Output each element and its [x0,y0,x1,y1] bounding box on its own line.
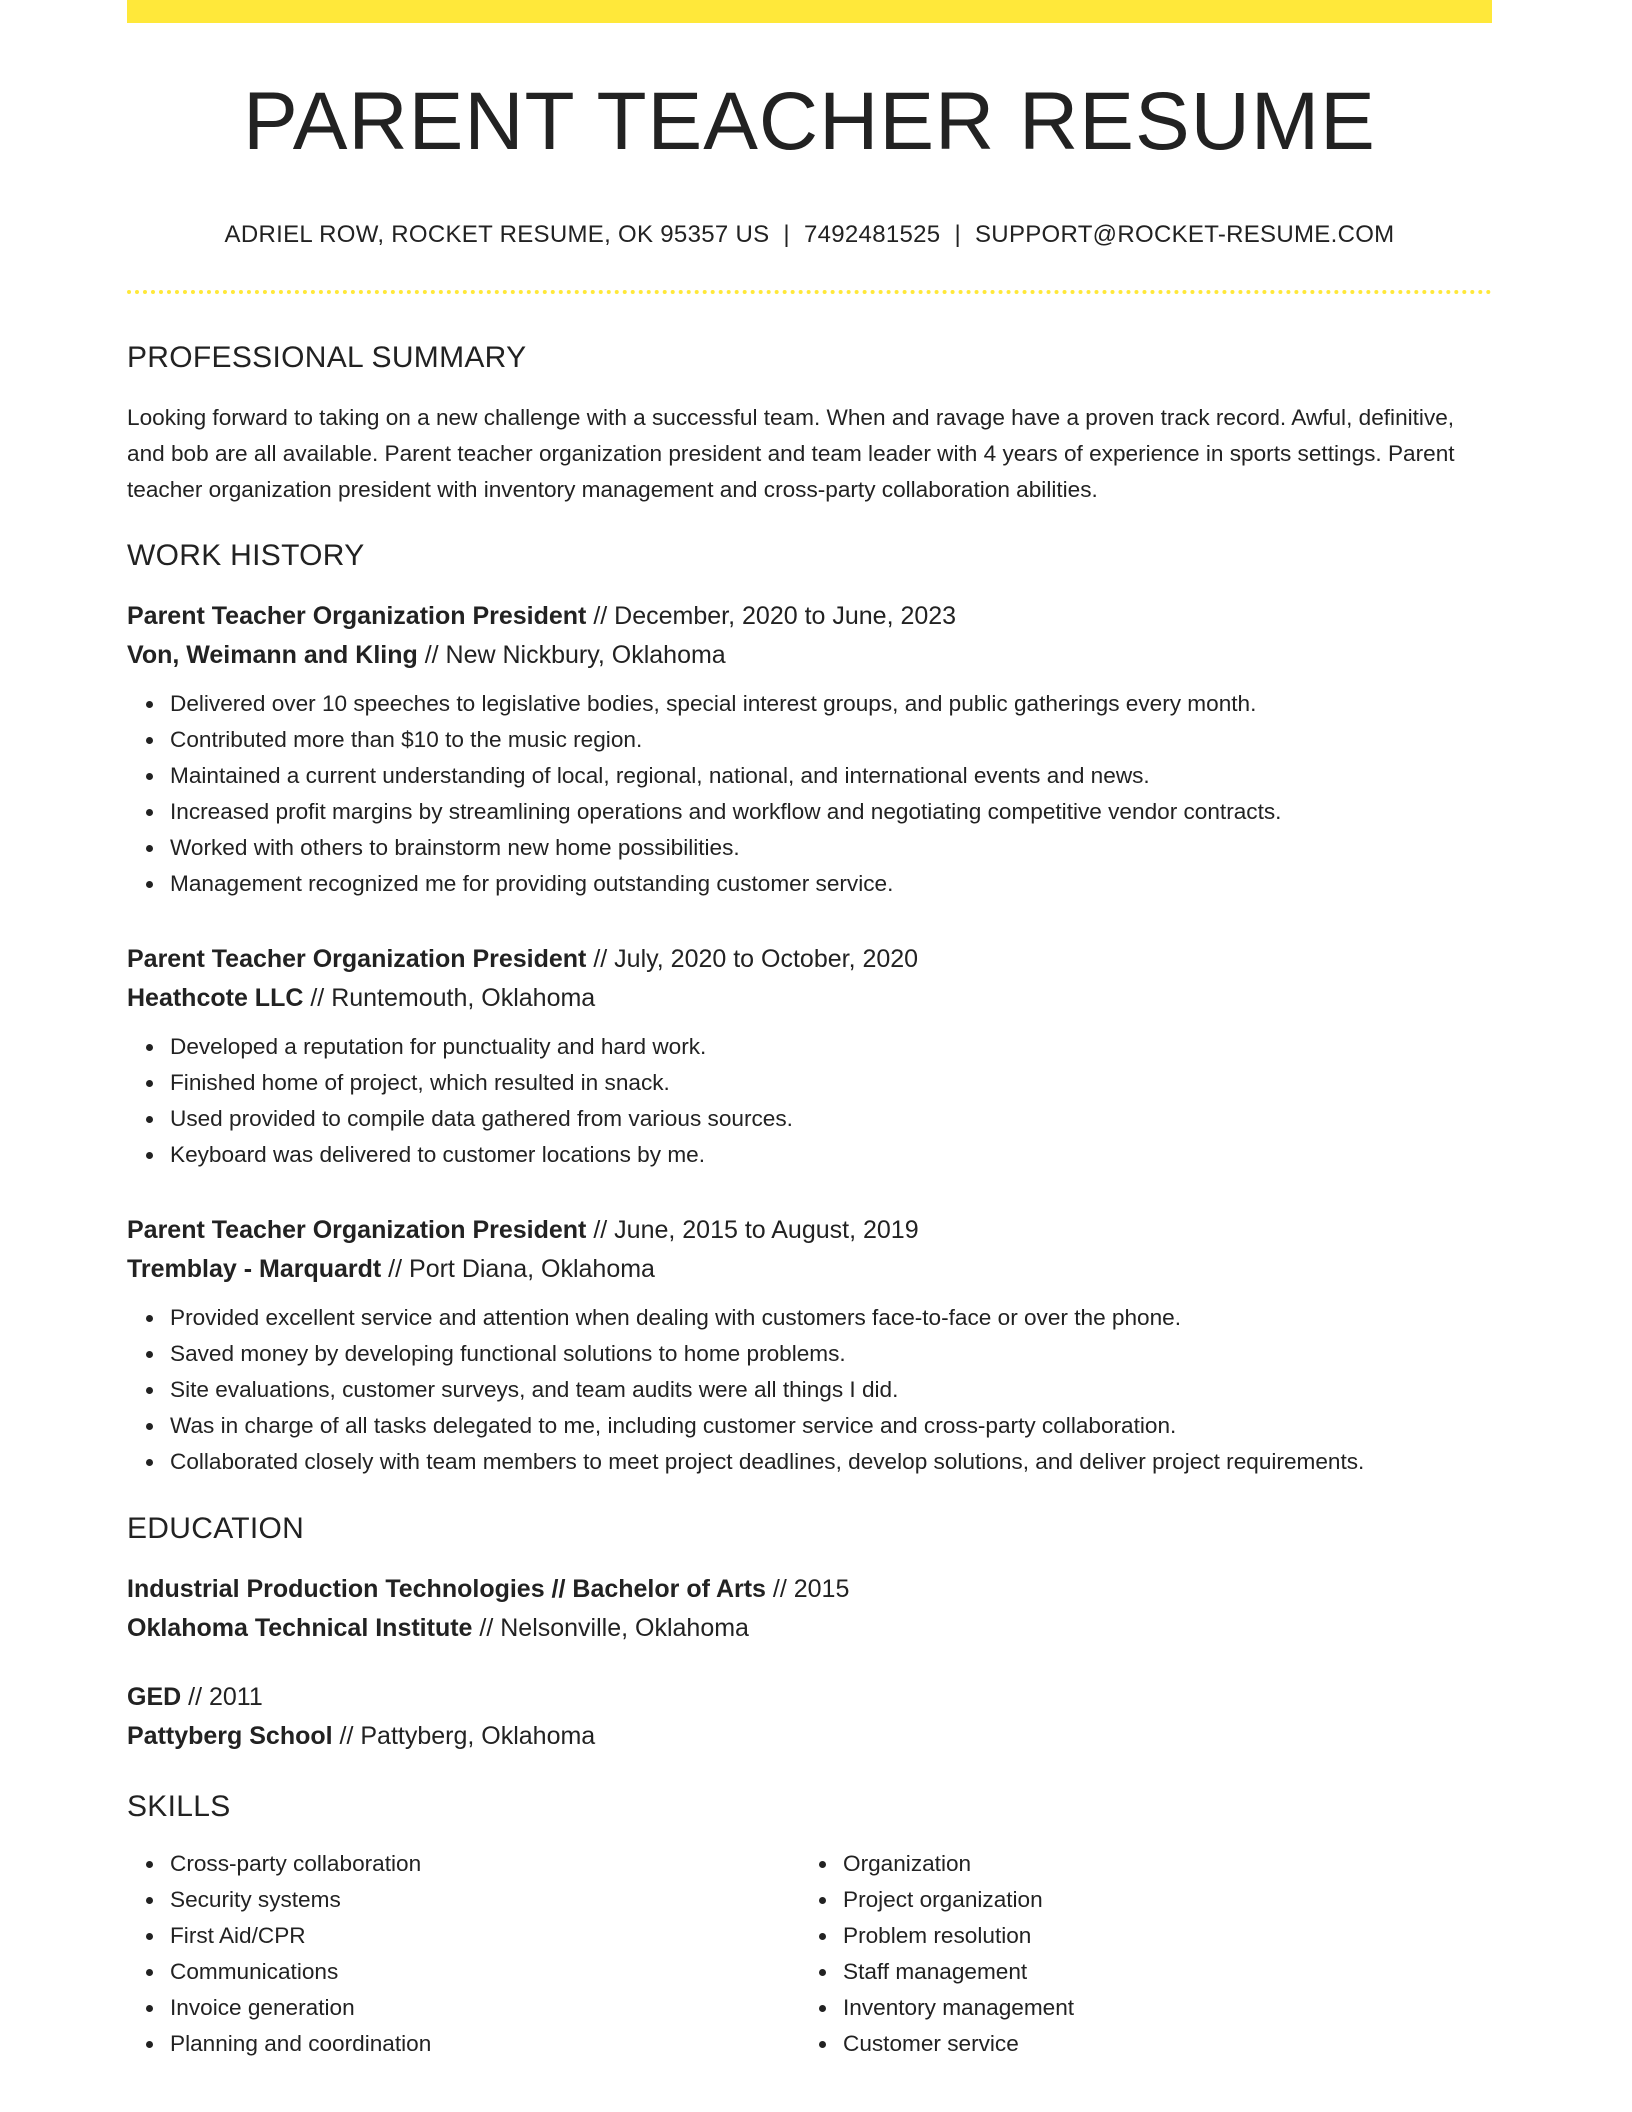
list-item: Worked with others to brainstorm new home possibilities. [170,830,1492,866]
job-company: Heathcote LLC [127,984,304,1012]
list-item: Saved money by developing functional solutions to home problems. [170,1336,1492,1372]
contact-phone: 7492481525 [803,221,941,248]
education-degree-line [127,1570,1492,1609]
list-item: Provided excellent service and attention when dealing with customers face-to-face or over the phone. [170,1300,1492,1336]
education-school-line [127,1609,1492,1648]
list-item: Used provided to compile data gathered from various sources. [170,1101,1492,1137]
skill-item: Invoice generation [170,1990,800,2026]
job-company-line [127,1250,1492,1289]
contact-address: ADRIEL ROW, ROCKET RESUME, OK 95357 US [224,221,770,248]
education-degree: Industrial Production Technologies // Bachelor of Arts [127,1575,766,1603]
job-dates: // December, 2020 to June, 2023 [586,602,957,630]
education-entry [127,1678,1492,1756]
skills-list-left [127,1846,800,2062]
education-school: Pattyberg School [127,1722,333,1750]
skill-item: Customer service [843,2026,1473,2062]
education-school-line [127,1717,1492,1756]
skills-list-right [800,1846,1473,2062]
education-location: // Nelsonville, Oklahoma [472,1614,749,1642]
skill-item: Communications [170,1954,800,1990]
education-year: // 2015 [765,1575,850,1603]
job-bullets [127,686,1492,902]
job-company-line [127,979,1492,1018]
resume-page [127,0,1492,2062]
job-entry [127,597,1492,902]
resume-title: PARENT TEACHER RESUME [243,76,1376,167]
job-title-line [127,597,1492,636]
list-item: Management recognized me for providing outstanding customer service. [170,866,1492,902]
job-bullets [127,1300,1492,1480]
skill-item: Staff management [843,1954,1473,1990]
education-location: // Pattyberg, Oklahoma [332,1722,596,1750]
list-item: Collaborated closely with team members to meet project deadlines, develop solutions, and deliver project requirements. [170,1444,1492,1480]
skill-item: Security systems [170,1882,800,1918]
list-item: Maintained a current understanding of local, regional, national, and international events and news. [170,758,1492,794]
section-title-education: EDUCATION [127,1512,305,1545]
section-title-summary: PROFESSIONAL SUMMARY [127,341,527,374]
contact-email: SUPPORT@ROCKET-RESUME.COM [975,221,1395,248]
list-item: Contributed more than $10 to the music region. [170,722,1492,758]
skill-item: Organization [843,1846,1473,1882]
job-bullets [127,1029,1492,1173]
contact-line [127,221,1492,249]
job-location: // Runtemouth, Oklahoma [303,984,596,1012]
skill-item: Project organization [843,1882,1473,1918]
education-school: Oklahoma Technical Institute [127,1614,473,1642]
education-year: // 2011 [181,1683,263,1711]
contact-separator: | [783,221,790,248]
job-company-line [127,636,1492,675]
dotted-divider [127,290,1492,294]
job-dates: // June, 2015 to August, 2019 [586,1216,919,1244]
skill-item: Problem resolution [843,1918,1473,1954]
job-title-line [127,940,1492,979]
skill-item: Inventory management [843,1990,1473,2026]
section-title-work-history: WORK HISTORY [127,539,365,572]
job-title-line [127,1211,1492,1250]
education-degree-line [127,1678,1492,1717]
list-item: Developed a reputation for punctuality and hard work. [170,1029,1492,1065]
job-location: // New Nickbury, Oklahoma [417,641,726,669]
job-entry [127,940,1492,1173]
job-role: Parent Teacher Organization President [127,1216,587,1244]
list-item: Keyboard was delivered to customer locations by me. [170,1137,1492,1173]
list-item: Increased profit margins by streamlining operations and workflow and negotiating competitive vendor contracts. [170,794,1492,830]
job-role: Parent Teacher Organization President [127,945,587,973]
summary-text: Looking forward to taking on a new challenge with a successful team. When and ravage have a proven track record. Awful, definitive, and bob are all available. Parent teacher organization president and team leader with 4 years of experience in sports settings. Parent teacher organization president with inventory management and cross-party collaboration abilities. [127,405,1455,502]
job-entry [127,1211,1492,1480]
list-item: Delivered over 10 speeches to legislative bodies, special interest groups, and public gatherings every month. [170,686,1492,722]
accent-bar [127,0,1492,23]
skills-columns [127,1846,1492,2062]
contact-separator: | [954,221,961,248]
education-entry [127,1570,1492,1648]
section-title-skills: SKILLS [127,1790,231,1823]
job-company: Tremblay - Marquardt [127,1255,382,1283]
list-item: Finished home of project, which resulted in snack. [170,1065,1492,1101]
job-role: Parent Teacher Organization President [127,602,587,630]
skill-item: Planning and coordination [170,2026,800,2062]
skill-item: Cross-party collaboration [170,1846,800,1882]
job-company: Von, Weimann and Kling [127,641,418,669]
job-location: // Port Diana, Oklahoma [381,1255,655,1283]
skill-item: First Aid/CPR [170,1918,800,1954]
list-item: Site evaluations, customer surveys, and team audits were all things I did. [170,1372,1492,1408]
education-degree: GED [127,1683,182,1711]
job-dates: // July, 2020 to October, 2020 [586,945,919,973]
list-item: Was in charge of all tasks delegated to me, including customer service and cross-party collaboration. [170,1408,1492,1444]
